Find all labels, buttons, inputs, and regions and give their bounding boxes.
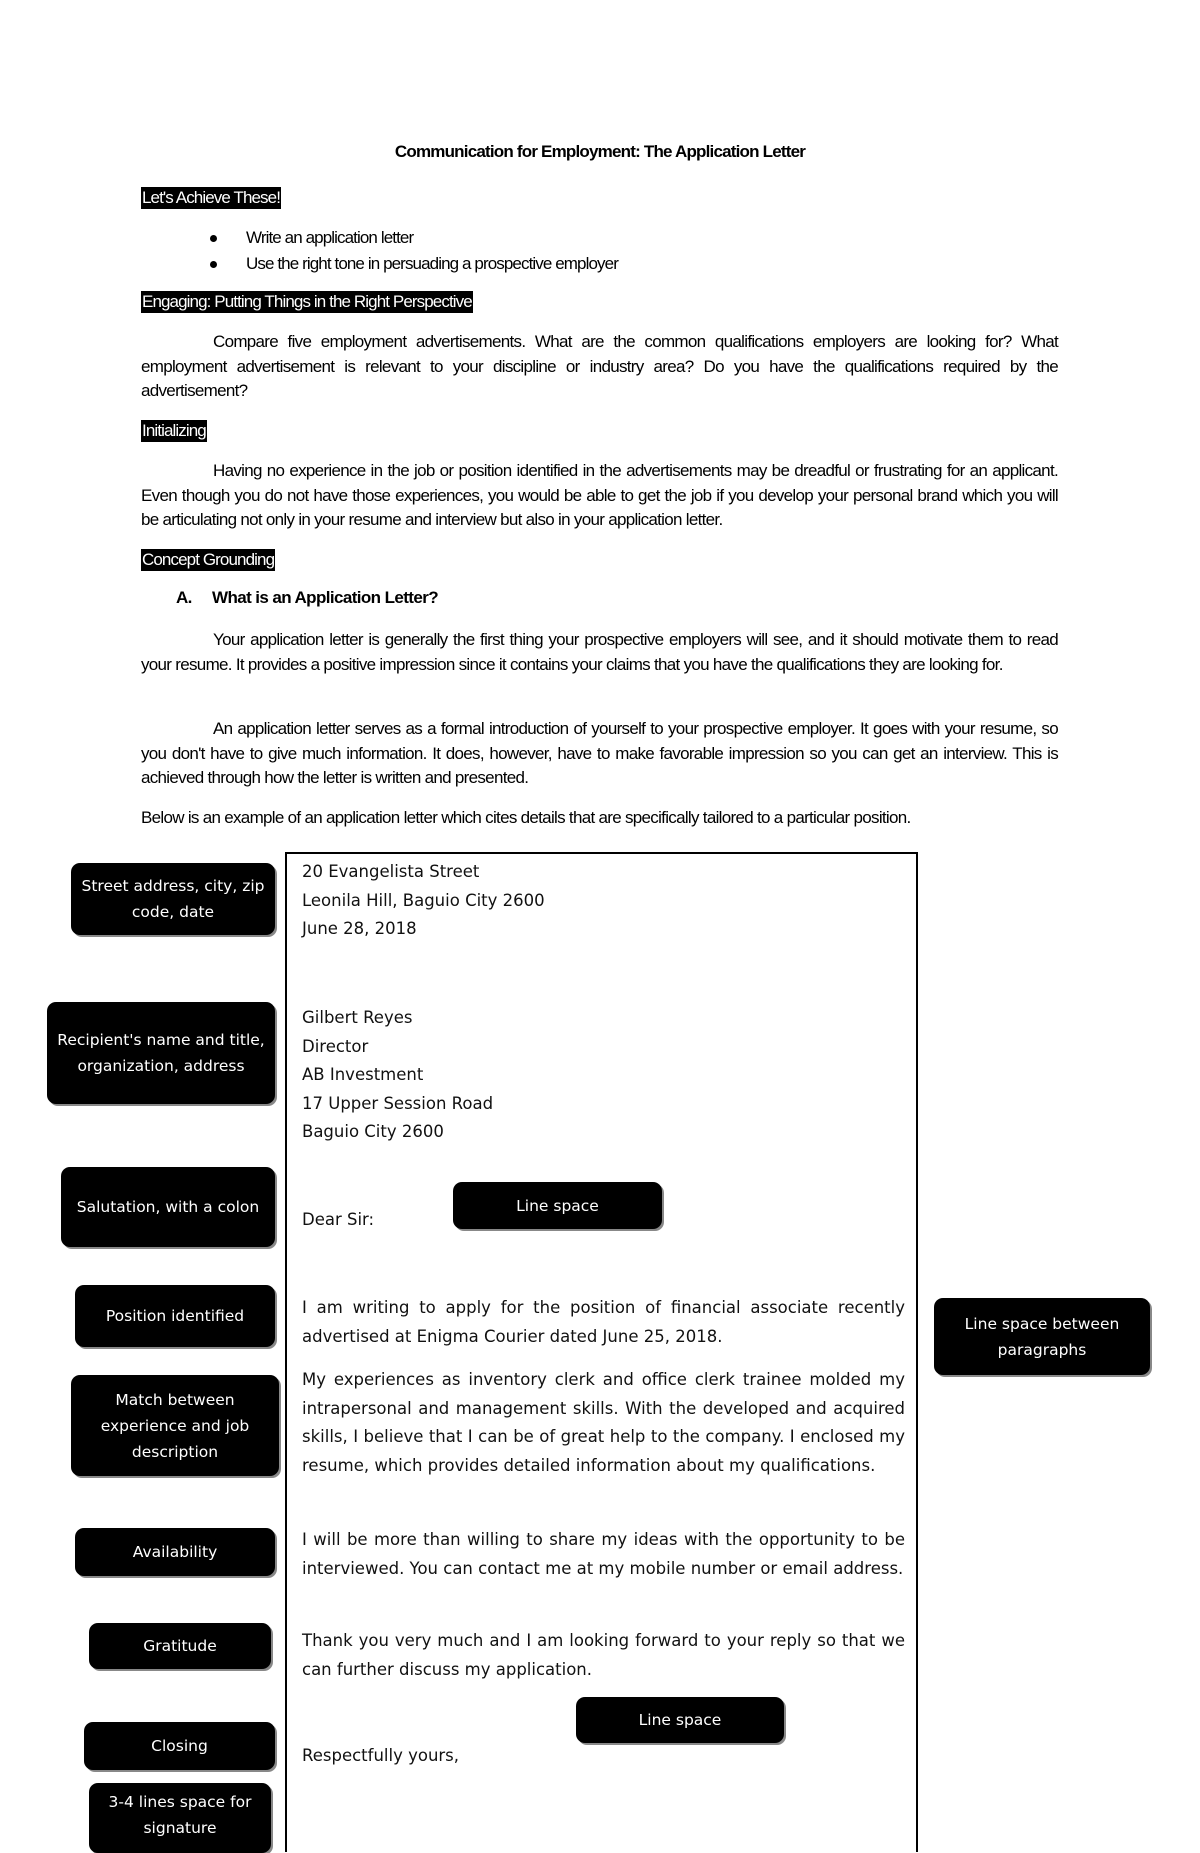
letter-paragraph-experience: My experiences as inventory clerk and office clerk trainee molded my intrapersonal and management skills. With the developed and acquired skills, I believe that I can be of great help to the company. I enclosed my resume, which provides detailed information about my qualifications. (302, 1370, 905, 1475)
subheading-what-is: A. What is an Application Letter? (176, 588, 438, 607)
letter-paragraph-gratitude: Thank you very much and I am looking forward to your reply so that we can further discuss my application. (302, 1631, 905, 1679)
section-heading-concept: Concept Grounding (142, 550, 275, 569)
annotation-availability: Availability (75, 1528, 275, 1576)
letter-sender-address: 20 Evangelista Street Leonila Hill, Baguio City 2600 June 28, 2018 (302, 862, 545, 938)
concept-paragraph-3: Below is an example of an application letter which cites details that are specifically tailored to a particular position. (141, 808, 911, 827)
annotation-match: Match between experience and job description (71, 1375, 279, 1476)
letter-closing: Respectfully yours, (302, 1746, 460, 1765)
letter-salutation: Dear Sir: (302, 1210, 375, 1229)
page-title: Communication for Employment: The Application Letter (394, 142, 806, 161)
objectives-list (210, 225, 618, 277)
concept-paragraph-1: Your application letter is generally the first thing your prospective employers will see, and it should motivate them to read your resume. It provides a positive impression since it contains your claims that you have the qualifications they are looking for. (141, 630, 1058, 674)
bullet-icon (210, 261, 217, 268)
letter-recipient-block: Gilbert Reyes Director AB Investment 17 Upper Session Road Baguio City 2600 (302, 1008, 494, 1141)
annotation-position: Position identified (75, 1285, 275, 1347)
bullet-icon (210, 235, 217, 242)
section-heading-initializing: Initializing (142, 421, 206, 440)
annotation-line-space-2: Line space (576, 1697, 784, 1743)
section-heading-engaging: Engaging: Putting Things in the Right Perspective (142, 292, 472, 311)
list-item: Write an application letter (210, 225, 618, 251)
annotation-line-space-1: Line space (453, 1182, 662, 1229)
annotation-salutation: Salutation, with a colon (61, 1167, 275, 1247)
annotation-closing: Closing (84, 1722, 275, 1770)
engaging-paragraph: Compare five employment advertisements. What are the common qualifications employers are looking for? What employment advertisement is relevant to your discipline or industry area? Do you have the qualifications required by the advertisement? (141, 332, 1058, 400)
annotation-recipient: Recipient's name and title, organization, address (47, 1002, 275, 1104)
annotation-signature-space: 3-4 lines space for signature (89, 1783, 271, 1853)
annotation-street-address: Street address, city, zip code, date (71, 863, 275, 935)
concept-paragraph-2: An application letter serves as a formal introduction of yourself to your prospective employer. It goes with your resume, so you don't have to give much information. It does, however, have to make favorable impression so you can get an interview. This is achieved through how the letter is written and presented. (141, 719, 1058, 787)
letter-paragraph-position: I am writing to apply for the position of financial associate recently advertised at Enigma Courier dated June 25, 2018. (302, 1298, 905, 1346)
section-heading-achieve: Let's Achieve These! (142, 188, 281, 207)
annotation-gratitude: Gratitude (89, 1623, 271, 1669)
initializing-paragraph: Having no experience in the job or position identified in the advertisements may be dreadful or frustrating for an applicant. Even though you do not have those experiences, you would be able to get the job if you develop your personal brand which you will be articulating not only in your resume and interview but also in your application letter. (141, 461, 1058, 529)
letter-paragraph-availability: I will be more than willing to share my ideas with the opportunity to be interviewed. You can contact me at my mobile number or email address. (302, 1530, 905, 1578)
annotation-paragraph-space: Line space between paragraphs (934, 1298, 1150, 1375)
list-item: Use the right tone in persuading a prospective employer (210, 251, 618, 277)
